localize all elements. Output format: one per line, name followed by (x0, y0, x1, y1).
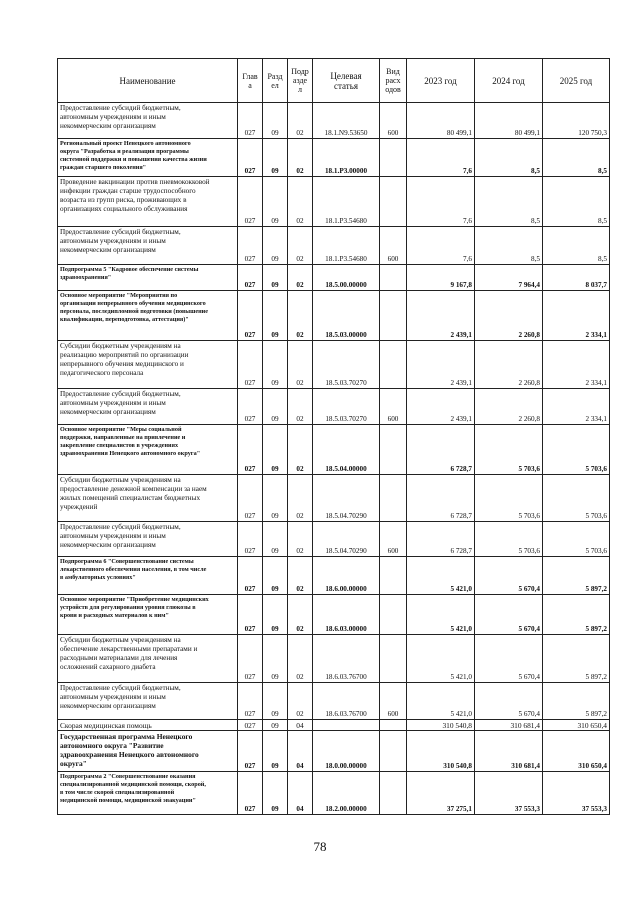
table-row (58, 425, 610, 475)
row-glava: 027 (238, 177, 263, 227)
row-amount-2024: 5 670,4 (475, 635, 543, 683)
row-amount-2023: 2 439,1 (407, 341, 475, 389)
table-body (58, 103, 610, 815)
row-amount-2023: 5 421,0 (407, 557, 475, 595)
row-name: Предоставление субсидий бюджетным, автономным учреждениям и иным некоммерческим организациям (58, 683, 238, 720)
col-header-podrazdel: Подр азде л (288, 59, 313, 103)
row-glava: 027 (238, 475, 263, 522)
table-row (58, 227, 610, 265)
col-header-glava: Глав а (238, 59, 263, 103)
row-podrazdel: 02 (288, 522, 313, 557)
row-vid (380, 139, 407, 177)
row-vid: 600 (380, 683, 407, 720)
row-name: Субсидии бюджетным учреждениям на обеспечение лекарственными препаратами и расходными материалами для лечения осложнений сахарного диабета (58, 635, 238, 683)
row-amount-2024: 8,5 (475, 227, 543, 265)
row-vid (380, 341, 407, 389)
row-amount-2025: 5 703,6 (543, 475, 610, 522)
row-name: Проведение вакцинации против пневмококковой инфекции граждан старше трудоспособного возраста из групп риска, проживающих в организациях социального обслуживания (58, 177, 238, 227)
table-row (58, 177, 610, 227)
row-podrazdel: 02 (288, 425, 313, 475)
row-statya: 18.5.03.00000 (313, 291, 380, 341)
row-amount-2025: 2 334,1 (543, 341, 610, 389)
row-vid (380, 291, 407, 341)
table-row (58, 265, 610, 291)
page-number: 78 (313, 839, 327, 854)
table-row (58, 103, 610, 139)
row-podrazdel: 02 (288, 265, 313, 291)
row-name: Основное мероприятие "Приобретение медицинских устройств для регулирования уровня глюкозы в крови и расходных материалов к ним" (58, 595, 238, 635)
row-vid (380, 425, 407, 475)
row-statya: 18.1.P3.54680 (313, 227, 380, 265)
row-podrazdel: 04 (288, 731, 313, 772)
row-podrazdel: 02 (288, 475, 313, 522)
row-amount-2024: 2 260,8 (475, 291, 543, 341)
row-name: Предоставление субсидий бюджетным, автономным учреждениям и иным некоммерческим организациям (58, 389, 238, 425)
table-row (58, 139, 610, 177)
row-amount-2023: 310 540,8 (407, 720, 475, 731)
row-amount-2025: 5 703,6 (543, 522, 610, 557)
row-name: Подпрограмма 6 "Совершенствование системы лекарственного обеспечения населения, в том числе в амбулаторных условиях" (58, 557, 238, 595)
row-statya: 18.5.04.70290 (313, 475, 380, 522)
row-podrazdel: 02 (288, 291, 313, 341)
row-amount-2025: 2 334,1 (543, 291, 610, 341)
row-glava: 027 (238, 103, 263, 139)
row-glava: 027 (238, 389, 263, 425)
table-row (58, 683, 610, 720)
row-amount-2024: 5 670,4 (475, 595, 543, 635)
row-statya: 18.5.04.00000 (313, 425, 380, 475)
col-header-name: Наименование (58, 59, 238, 103)
row-amount-2025: 5 897,2 (543, 683, 610, 720)
row-amount-2023: 310 540,8 (407, 731, 475, 772)
row-name: Подпрограмма 5 "Кадровое обеспечение системы здравоохранения" (58, 265, 238, 291)
row-statya: 18.1.P3.54680 (313, 177, 380, 227)
row-name: Субсидии бюджетным учреждениям на реализацию мероприятий по организации непрерывного обучения медицинского и педагогического персонала (58, 341, 238, 389)
row-name: Подпрограмма 2 "Совершенствование оказания специализированной медицинской помощи, скорой, в том числе скорой специализированной медицинской помощи, медицинской эвакуации" (58, 772, 238, 815)
row-amount-2025: 120 750,3 (543, 103, 610, 139)
row-statya: 18.6.03.76700 (313, 683, 380, 720)
row-name: Региональный проект Ненецкого автономного округа "Разработка и реализация программы системной поддержки и повышения качества жизни граждан старшего поколения" (58, 139, 238, 177)
row-glava: 027 (238, 139, 263, 177)
col-header-vid: Вид расх одов (380, 59, 407, 103)
row-vid (380, 731, 407, 772)
row-amount-2025: 8,5 (543, 177, 610, 227)
row-glava: 027 (238, 557, 263, 595)
row-glava: 027 (238, 522, 263, 557)
row-podrazdel: 02 (288, 341, 313, 389)
row-glava: 027 (238, 425, 263, 475)
table-row (58, 557, 610, 595)
table-row (58, 522, 610, 557)
row-amount-2024: 80 499,1 (475, 103, 543, 139)
row-vid: 600 (380, 103, 407, 139)
col-header-razdel: Разд ел (263, 59, 288, 103)
row-vid (380, 475, 407, 522)
row-amount-2024: 5 670,4 (475, 683, 543, 720)
row-razdel: 09 (263, 475, 288, 522)
row-razdel: 09 (263, 177, 288, 227)
row-vid: 600 (380, 522, 407, 557)
row-amount-2025: 5 897,2 (543, 635, 610, 683)
row-razdel: 09 (263, 389, 288, 425)
row-name: Предоставление субсидий бюджетным, автономным учреждениям и иным некоммерческим организациям (58, 103, 238, 139)
row-statya: 18.5.00.00000 (313, 265, 380, 291)
row-razdel: 09 (263, 635, 288, 683)
row-amount-2023: 2 439,1 (407, 291, 475, 341)
row-razdel: 09 (263, 425, 288, 475)
row-amount-2023: 80 499,1 (407, 103, 475, 139)
row-amount-2023: 6 728,7 (407, 475, 475, 522)
row-amount-2025: 5 897,2 (543, 595, 610, 635)
row-amount-2024: 5 703,6 (475, 475, 543, 522)
row-glava: 027 (238, 772, 263, 815)
row-razdel: 09 (263, 772, 288, 815)
row-amount-2023: 7,6 (407, 177, 475, 227)
row-amount-2024: 37 553,3 (475, 772, 543, 815)
row-glava: 027 (238, 720, 263, 731)
row-amount-2025: 8 037,7 (543, 265, 610, 291)
row-amount-2025: 310 650,4 (543, 720, 610, 731)
row-podrazdel: 02 (288, 683, 313, 720)
row-vid (380, 177, 407, 227)
row-amount-2025: 5 897,2 (543, 557, 610, 595)
row-amount-2024: 2 260,8 (475, 389, 543, 425)
row-razdel: 09 (263, 265, 288, 291)
table-row (58, 635, 610, 683)
row-amount-2023: 7,6 (407, 227, 475, 265)
row-podrazdel: 02 (288, 595, 313, 635)
row-name: Государственная программа Ненецкого автономного округа "Развитие здравоохранения Ненецкого автономного округа" (58, 731, 238, 772)
row-amount-2023: 5 421,0 (407, 635, 475, 683)
row-vid: 600 (380, 389, 407, 425)
row-amount-2023: 37 275,1 (407, 772, 475, 815)
row-amount-2023: 7,6 (407, 139, 475, 177)
col-header-2025: 2025 год (543, 59, 610, 103)
row-statya: 18.5.04.70290 (313, 522, 380, 557)
table-row (58, 291, 610, 341)
row-statya: 18.6.03.76700 (313, 635, 380, 683)
row-razdel: 09 (263, 683, 288, 720)
row-podrazdel: 04 (288, 720, 313, 731)
row-amount-2024: 5 703,6 (475, 425, 543, 475)
row-amount-2025: 8,5 (543, 139, 610, 177)
row-statya: 18.1.N9.53650 (313, 103, 380, 139)
row-name: Основное мероприятие "Мероприятия по организации непрерывного обучения медицинского персонала, последипломной подготовки (повышение квалификации, переподготовка, аттестация)" (58, 291, 238, 341)
row-razdel: 09 (263, 522, 288, 557)
table-row (58, 475, 610, 522)
row-vid (380, 595, 407, 635)
row-amount-2024: 8,5 (475, 177, 543, 227)
row-podrazdel: 02 (288, 635, 313, 683)
row-vid (380, 635, 407, 683)
row-vid: 600 (380, 227, 407, 265)
row-podrazdel: 02 (288, 177, 313, 227)
row-name: Предоставление субсидий бюджетным, автономным учреждениям и иным некоммерческим организациям (58, 522, 238, 557)
row-name: Скорая медицинская помощь (58, 720, 238, 731)
row-podrazdel: 02 (288, 227, 313, 265)
row-amount-2024: 310 681,4 (475, 720, 543, 731)
table-row (58, 389, 610, 425)
row-amount-2023: 9 167,8 (407, 265, 475, 291)
row-glava: 027 (238, 341, 263, 389)
row-vid (380, 265, 407, 291)
row-statya (313, 720, 380, 731)
table-row (58, 595, 610, 635)
row-glava: 027 (238, 291, 263, 341)
row-amount-2023: 6 728,7 (407, 522, 475, 557)
row-razdel: 09 (263, 731, 288, 772)
table-row (58, 341, 610, 389)
row-name: Предоставление субсидий бюджетным, автономным учреждениям и иным некоммерческим организациям (58, 227, 238, 265)
row-name: Основное мероприятие "Меры социальной поддержки, направленные на привлечение и закрепление специалистов в учреждениях здравоохранения Ненецкого автономного округа" (58, 425, 238, 475)
row-statya: 18.2.00.00000 (313, 772, 380, 815)
row-amount-2024: 310 681,4 (475, 731, 543, 772)
row-podrazdel: 04 (288, 772, 313, 815)
col-header-statya: Целевая статья (313, 59, 380, 103)
row-amount-2023: 2 439,1 (407, 389, 475, 425)
row-glava: 027 (238, 635, 263, 683)
row-razdel: 09 (263, 557, 288, 595)
row-amount-2025: 8,5 (543, 227, 610, 265)
row-glava: 027 (238, 265, 263, 291)
row-podrazdel: 02 (288, 139, 313, 177)
row-glava: 027 (238, 595, 263, 635)
row-amount-2023: 5 421,0 (407, 683, 475, 720)
row-statya: 18.1.P3.00000 (313, 139, 380, 177)
row-amount-2023: 6 728,7 (407, 425, 475, 475)
row-amount-2023: 5 421,0 (407, 595, 475, 635)
row-amount-2024: 5 670,4 (475, 557, 543, 595)
row-glava: 027 (238, 683, 263, 720)
row-statya: 18.5.03.70270 (313, 389, 380, 425)
row-amount-2024: 8,5 (475, 139, 543, 177)
row-podrazdel: 02 (288, 557, 313, 595)
row-statya: 18.6.00.00000 (313, 557, 380, 595)
row-razdel: 09 (263, 595, 288, 635)
col-header-2024: 2024 год (475, 59, 543, 103)
row-podrazdel: 02 (288, 103, 313, 139)
table-row (58, 731, 610, 772)
row-razdel: 09 (263, 720, 288, 731)
row-razdel: 09 (263, 341, 288, 389)
table-row (58, 772, 610, 815)
row-razdel: 09 (263, 103, 288, 139)
row-statya: 18.5.03.70270 (313, 341, 380, 389)
row-razdel: 09 (263, 291, 288, 341)
row-vid (380, 557, 407, 595)
row-statya: 18.0.00.00000 (313, 731, 380, 772)
row-amount-2024: 2 260,8 (475, 341, 543, 389)
row-amount-2025: 5 703,6 (543, 425, 610, 475)
col-header-2023: 2023 год (407, 59, 475, 103)
row-razdel: 09 (263, 139, 288, 177)
row-name: Субсидии бюджетным учреждениям на предоставление денежной компенсации за наем жилых помещений специалистам бюджетных учреждений (58, 475, 238, 522)
row-vid (380, 720, 407, 731)
row-podrazdel: 02 (288, 389, 313, 425)
row-vid (380, 772, 407, 815)
table-header-row (58, 59, 610, 103)
row-amount-2025: 310 650,4 (543, 731, 610, 772)
table-row (58, 720, 610, 731)
row-razdel: 09 (263, 227, 288, 265)
row-amount-2025: 2 334,1 (543, 389, 610, 425)
row-glava: 027 (238, 731, 263, 772)
row-amount-2024: 7 964,4 (475, 265, 543, 291)
row-glava: 027 (238, 227, 263, 265)
budget-table (57, 58, 610, 815)
row-amount-2024: 5 703,6 (475, 522, 543, 557)
row-statya: 18.6.03.00000 (313, 595, 380, 635)
row-amount-2025: 37 553,3 (543, 772, 610, 815)
